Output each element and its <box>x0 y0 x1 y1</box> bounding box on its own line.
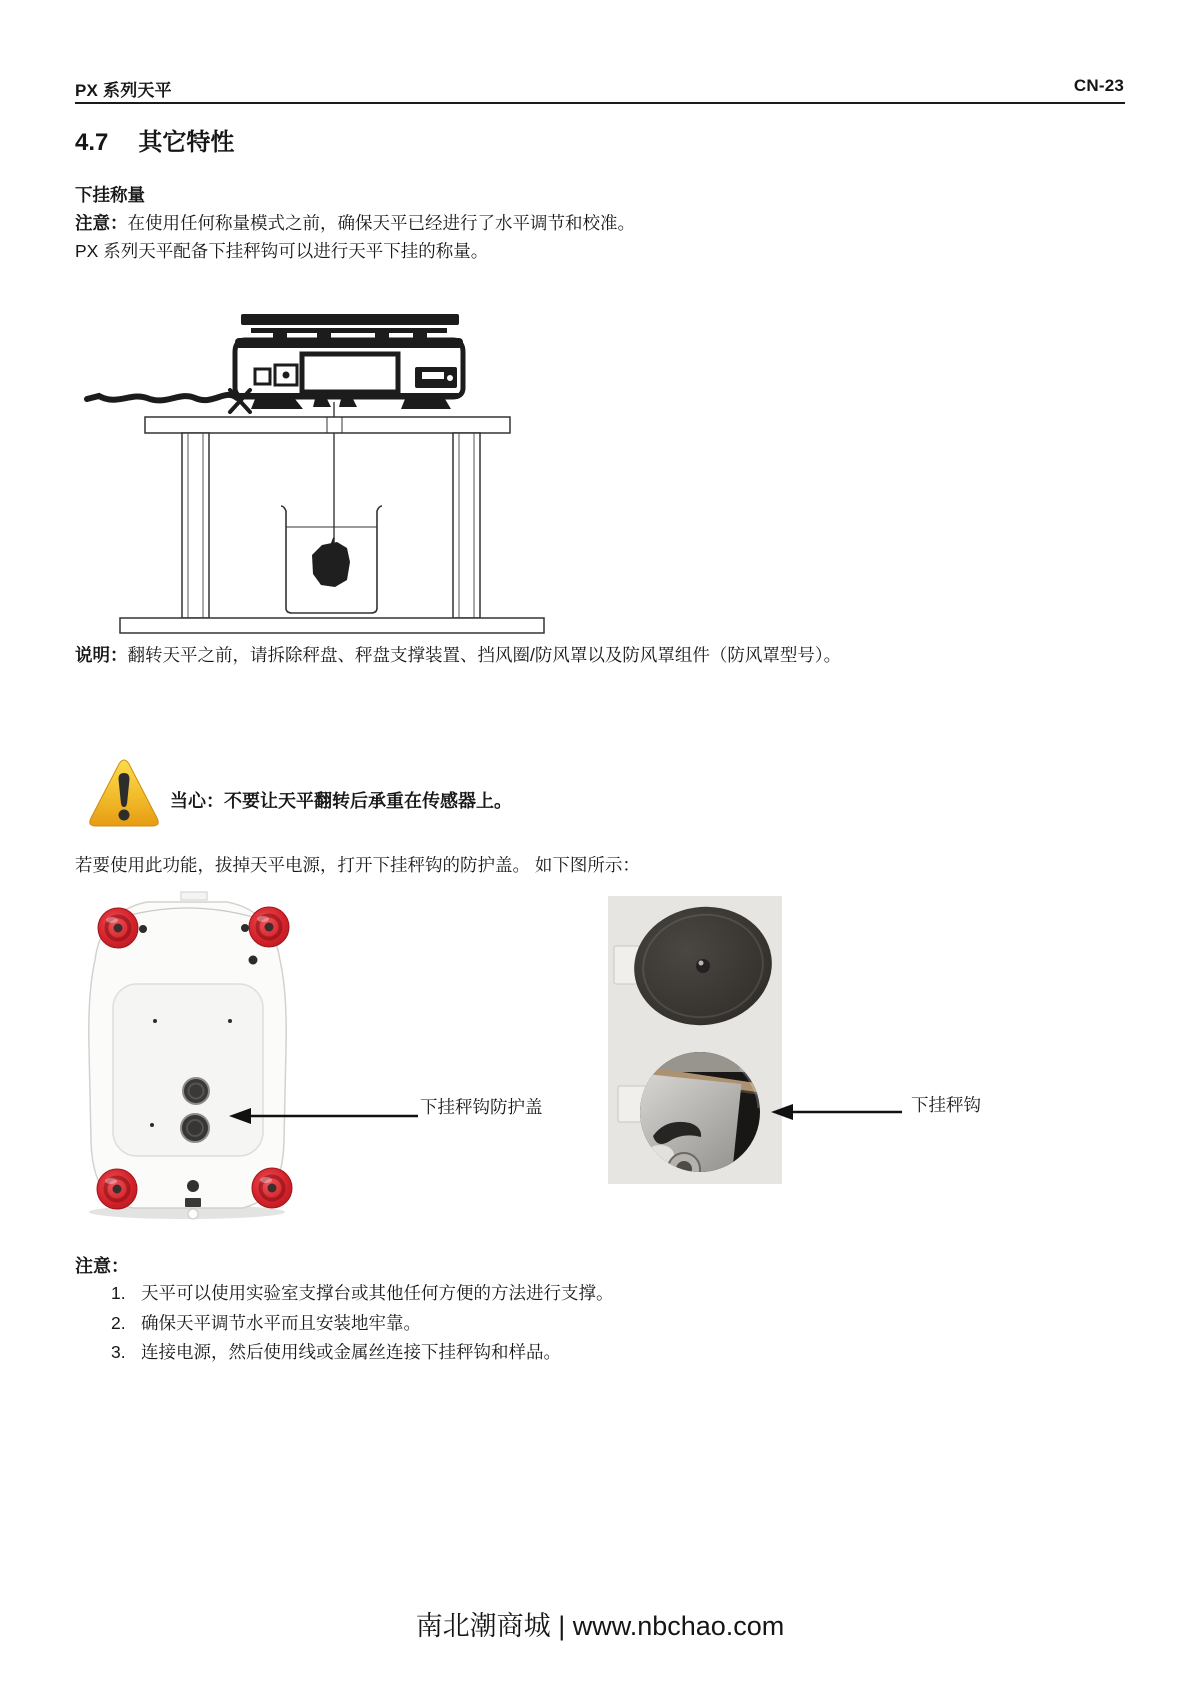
list-text: 天平可以使用实验室支撑台或其他任何方便的方法进行支撑。 <box>141 1283 614 1303</box>
diagram-pan <box>241 314 459 325</box>
diagram-display-window <box>302 354 398 392</box>
section-heading-text: 其它特性 <box>138 129 235 156</box>
section-number: 4.7 <box>75 129 109 156</box>
hook-label: 下挂秤钩 <box>911 1095 981 1115</box>
header-page-number: CN-23 <box>1073 76 1124 95</box>
balance-bottom-photo <box>75 888 300 1223</box>
list-number: 3. <box>111 1342 126 1362</box>
warning-text <box>170 787 512 813</box>
note-label: 注意： <box>75 213 128 233</box>
usage-line: 若要使用此功能，拔掉天平电源，打开下挂秤钩的防护盖。 如下图所示： <box>75 855 640 875</box>
warning-message: 不要让天平翻转后承重在传感器上。 <box>224 791 512 811</box>
list-text: 确保天平调节水平而且安装地牢靠。 <box>141 1312 421 1333</box>
list-number: 2. <box>111 1312 126 1333</box>
list-number: 1. <box>111 1283 126 1303</box>
note-text: 在使用任何称量模式之前，确保天平已经进行了水平调节和校准。 <box>127 213 635 233</box>
cover-label: 下挂秤钩防护盖 <box>420 1097 543 1117</box>
intro-block <box>75 181 1135 265</box>
figures-row <box>75 888 1135 1238</box>
cover-label-arrow <box>225 1104 421 1128</box>
list-item <box>75 1279 1135 1309</box>
explain-line <box>75 641 1135 669</box>
explain-label: 说明： <box>75 645 128 665</box>
subsection-subtitle: 下挂称量 <box>75 185 145 205</box>
underhook-weighing-diagram <box>75 290 545 635</box>
warning-triangle-icon <box>88 756 160 834</box>
warning-label: 当心： <box>170 791 224 811</box>
header-product-name: PX 系列天平 <box>75 81 172 100</box>
notes-label: 注意： <box>75 1256 129 1276</box>
intro-note-line <box>75 209 1135 237</box>
diagram-weight <box>312 542 350 587</box>
diagram-power-cord <box>87 395 237 401</box>
explain-text: 翻转天平之前，请拆除秤盘、秤盘支撑装置、挡风圈/防风罩以及防风罩组件（防风罩型号）。 <box>127 645 842 665</box>
list-item <box>75 1338 1135 1368</box>
intro-line2: PX 系列天平配备下挂秤钩可以进行天平下挂的称量。 <box>75 241 489 261</box>
diagram-table-legs <box>182 433 480 618</box>
footer-site-text: 南北潮商城 | www.nbchao.com <box>415 1611 785 1641</box>
section-title <box>75 122 234 157</box>
header-divider <box>75 102 1125 104</box>
list-text: 连接电源，然后使用线或金属丝连接下挂秤钩和样品。 <box>141 1342 561 1362</box>
underhook-detail-photo <box>608 896 782 1184</box>
diagram-base-plate <box>120 618 544 633</box>
notes-block <box>75 1253 1135 1368</box>
list-item <box>75 1309 1135 1339</box>
hook-label-arrow <box>769 1100 905 1124</box>
